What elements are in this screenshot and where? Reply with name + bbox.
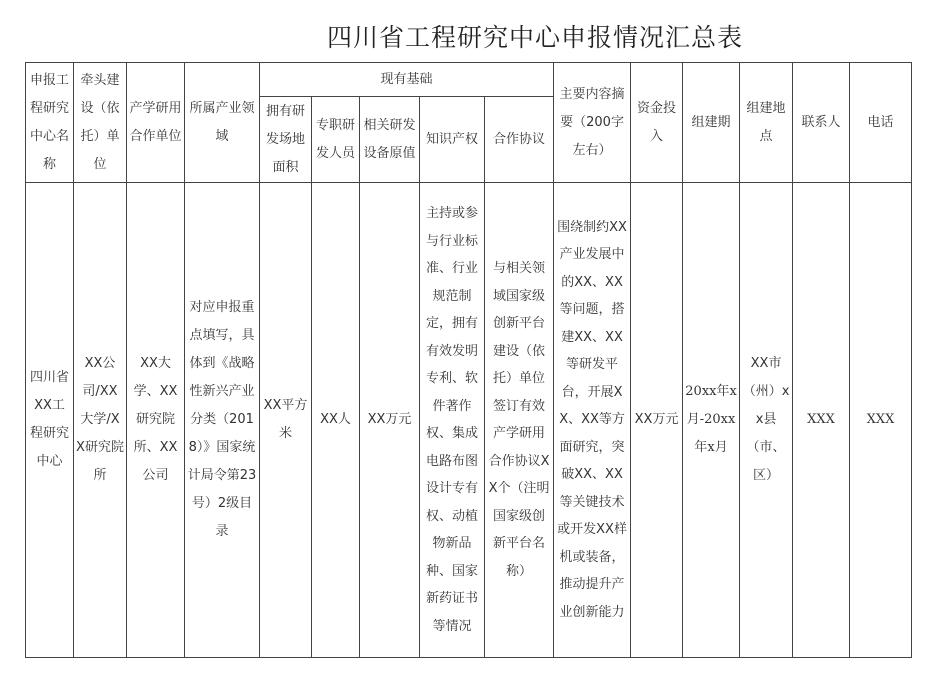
header-contact: 联系人 [793,63,850,183]
cell-location: XX市（州）xx县（市、区） [740,183,793,658]
summary-table [25,62,912,658]
cell-coop-agreement: 与相关领域国家级创新平台建设（依托）单位签订有效产学研用合作协议XX个（注明国家级创新平台名称） [485,183,554,658]
header-partner-unit: 产学研用合作单位 [127,63,185,183]
header-lead-unit: 牵头建设（依托）单位 [74,63,127,183]
cell-main-content: 围绕制约XX产业发展中的XX、XX等问题，搭建XX、XX等研发平台，开展XX、XX等方面研究，突破XX、XX等关键技术或开发XX样机或装备，推动提升产业创新能力 [554,183,631,658]
cell-rd-staff: XX人 [312,183,360,658]
cell-period: 20xx年x月-20xx年x月 [683,183,740,658]
cell-partner-unit: XX大学、XX研究院所、XX公司 [127,183,185,658]
header-row-1 [26,63,912,97]
cell-ip: 主持或参与行业标准、行业规范制定，拥有有效发明专利、软件著作权、集成电路布图设计专有权、动植物新品种、国家新药证书等情况 [420,183,485,658]
header-ip: 知识产权 [420,97,485,183]
cell-industry-field: 对应申报重点填写，具体到《战略性新兴产业分类（2018）》国家统计局令第23号）2级目录 [185,183,260,658]
cell-rd-area: XX平方米 [260,183,312,658]
header-main-content: 主要内容摘要（200字左右） [554,63,631,183]
header-location: 组建地点 [740,63,793,183]
cell-phone: XXX [850,183,912,658]
header-rd-area: 拥有研发场地面积 [260,97,312,183]
page-title: 四川省工程研究中心申报情况汇总表 [326,23,743,52]
header-period: 组建期 [683,63,740,183]
cell-rd-equipment: XX万元 [360,183,420,658]
header-funding: 资金投入 [631,63,683,183]
header-phone: 电话 [850,63,912,183]
table-row [26,183,912,658]
header-coop-agreement: 合作协议 [485,97,554,183]
header-rd-equipment: 相关研发设备原值 [360,97,420,183]
cell-center-name: 四川省XX工程研究中心 [26,183,74,658]
header-rd-staff: 专职研发人员 [312,97,360,183]
cell-funding: XX万元 [631,183,683,658]
header-industry-field: 所属产业领域 [185,63,260,183]
cell-lead-unit: XX公司/XX大学/XX研究院所 [74,183,127,658]
cell-contact: XXX [793,183,850,658]
header-center-name: 申报工程研究中心名称 [26,63,74,183]
header-existing-basis: 现有基础 [260,63,554,97]
